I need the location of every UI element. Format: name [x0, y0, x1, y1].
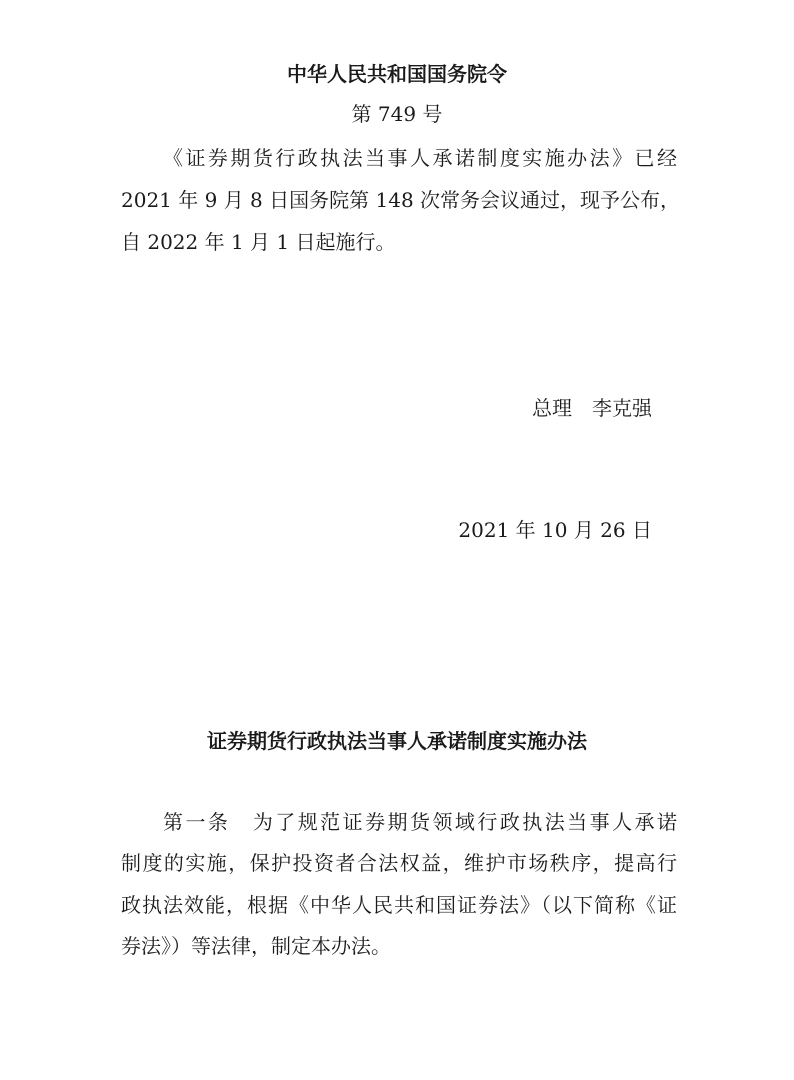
- order-title: 中华人民共和国国务院令: [287, 62, 507, 86]
- signatory: 总理 李克强: [532, 396, 652, 420]
- order-body-line-2: 2021 年 9 月 8 日国务院第 148 次常务会议通过，现予公布，: [121, 188, 681, 212]
- order-body-line-3: 自 2022 年 1 月 1 日起施行。: [121, 230, 396, 254]
- order-date: 2021 年 10 月 26 日: [458, 518, 652, 542]
- article-1-line-1: 第一条 为了规范证券期货领域行政执法当事人承诺: [163, 810, 677, 834]
- article-1-line-4: 券法》）等法律，制定本办法。: [121, 934, 391, 958]
- order-body-line-1: 《证券期货行政执法当事人承诺制度实施办法》已经: [163, 146, 677, 170]
- article-1-line-2: 制度的实施，保护投资者合法权益，维护市场秩序，提高行: [121, 851, 677, 875]
- regulation-title: 证券期货行政执法当事人承诺制度实施办法: [207, 729, 587, 753]
- article-1-line-3: 政执法效能，根据《中华人民共和国证券法》（以下简称《证: [121, 893, 677, 917]
- order-number: 第 749 号: [351, 102, 443, 126]
